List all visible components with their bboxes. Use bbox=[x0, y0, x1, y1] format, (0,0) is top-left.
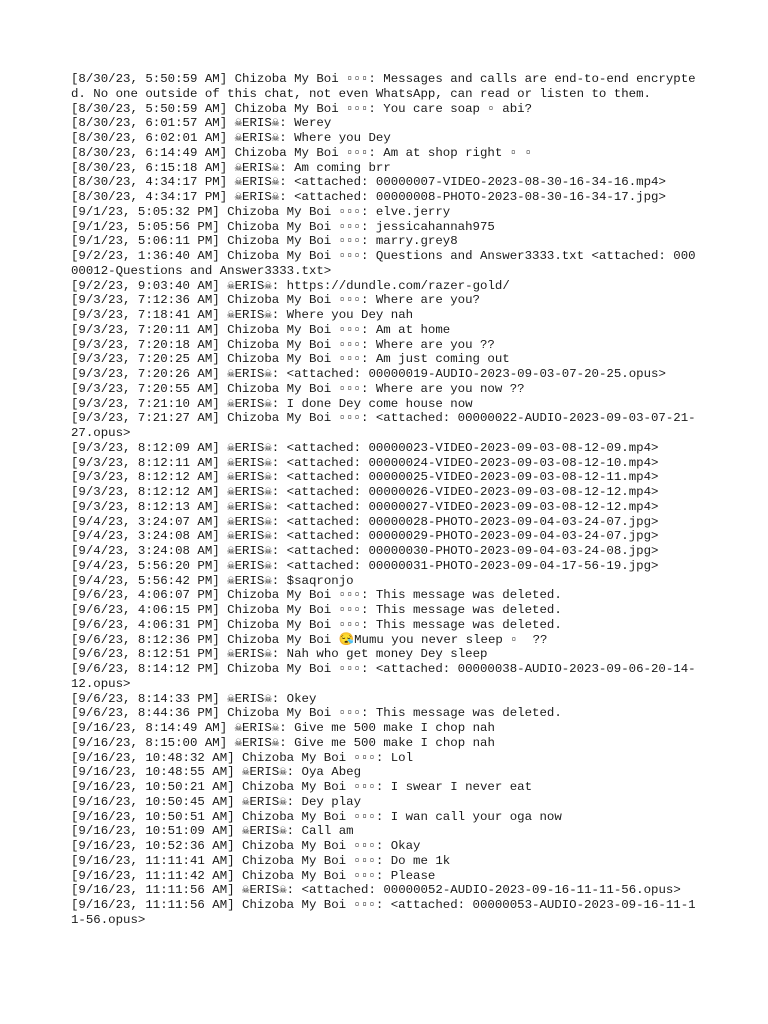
chat-line: [9/16/23, 11:11:42 AM] Chizoba My Boi ▫▫▫: Please bbox=[71, 868, 436, 883]
chat-line: [9/3/23, 8:12:09 AM] ☠ERIS☠: <attached: 00000023-VIDEO-2023-09-03-08-12-09.mp4> bbox=[71, 440, 659, 455]
chat-line: [9/3/23, 7:12:36 AM] Chizoba My Boi ▫▫▫: Where are you? bbox=[71, 293, 480, 308]
chat-line: [9/16/23, 8:15:00 AM] ☠ERIS☠: Give me 500 make I chop nah bbox=[71, 735, 495, 750]
chat-line: [9/16/23, 10:50:51 AM] Chizoba My Boi ▫▫▫: I wan call your oga now bbox=[71, 809, 562, 824]
chat-line: [9/16/23, 10:51:09 AM] ☠ERIS☠: Call am bbox=[71, 824, 354, 839]
chat-line: [9/16/23, 8:14:49 AM] ☠ERIS☠: Give me 500 make I chop nah bbox=[71, 721, 495, 735]
chat-line: [9/3/23, 8:12:12 AM] ☠ERIS☠: <attached: 00000026-VIDEO-2023-09-03-08-12-12.mp4> bbox=[71, 485, 659, 499]
chat-line: [9/3/23, 7:20:18 AM] Chizoba My Boi ▫▫▫: Where are you ?? bbox=[71, 337, 495, 352]
chat-line: [9/2/23, 1:36:40 AM] Chizoba My Boi ▫▫▫: Questions and Answer3333.txt <attached: 00000012-Questions and Answer3333.txt> bbox=[71, 249, 696, 278]
chat-line: [9/3/23, 7:20:25 AM] Chizoba My Boi ▫▫▫: Am just coming out bbox=[71, 352, 510, 367]
chat-line: [9/16/23, 11:11:41 AM] Chizoba My Boi ▫▫▫: Do me 1k bbox=[71, 853, 451, 868]
chat-line: [9/16/23, 10:52:36 AM] Chizoba My Boi ▫▫▫: Okay bbox=[71, 839, 421, 853]
chat-line: [9/3/23, 7:20:26 AM] ☠ERIS☠: <attached: 00000019-AUDIO-2023-09-03-07-20-25.opus> bbox=[71, 367, 666, 381]
chat-line: [8/30/23, 6:01:57 AM] ☠ERIS☠: Werey bbox=[71, 116, 332, 131]
chat-line: [9/6/23, 4:06:31 PM] Chizoba My Boi ▫▫▫: This message was deleted. bbox=[71, 617, 562, 632]
chat-line: [9/6/23, 8:12:51 PM] ☠ERIS☠: Nah who get money Dey sleep bbox=[71, 647, 488, 662]
chat-line: [9/4/23, 5:56:42 PM] ☠ERIS☠: $saqronjo bbox=[71, 573, 354, 588]
chat-log-document bbox=[71, 72, 701, 928]
chat-line: [9/3/23, 7:20:55 AM] Chizoba My Boi ▫▫▫: Where are you now ?? bbox=[71, 381, 525, 396]
chat-line: [9/3/23, 7:18:41 AM] ☠ERIS☠: Where you Dey nah bbox=[71, 308, 414, 322]
chat-line: [9/6/23, 8:44:36 PM] Chizoba My Boi ▫▫▫: This message was deleted. bbox=[71, 706, 562, 721]
chat-line: [9/3/23, 7:21:27 AM] Chizoba My Boi ▫▫▫: <attached: 00000022-AUDIO-2023-09-03-07-21-27.opus> bbox=[71, 411, 696, 440]
chat-line: [9/4/23, 3:24:08 AM] ☠ERIS☠: <attached: 00000030-PHOTO-2023-09-04-03-24-08.jpg> bbox=[71, 544, 659, 558]
chat-line: [9/3/23, 8:12:12 AM] ☠ERIS☠: <attached: 00000025-VIDEO-2023-09-03-08-12-11.mp4> bbox=[71, 470, 659, 485]
chat-line: [8/30/23, 4:34:17 PM] ☠ERIS☠: <attached: 00000007-VIDEO-2023-08-30-16-34-16.mp4> bbox=[71, 175, 666, 190]
chat-line: [8/30/23, 6:15:18 AM] ☠ERIS☠: Am coming brr bbox=[71, 160, 391, 175]
chat-line: [9/6/23, 8:14:33 PM] ☠ERIS☠: Okey bbox=[71, 691, 317, 706]
chat-line: [9/3/23, 7:20:11 AM] Chizoba My Boi ▫▫▫: Am at home bbox=[71, 322, 451, 337]
chat-line: [9/16/23, 10:48:32 AM] Chizoba My Boi ▫▫▫: Lol bbox=[71, 750, 414, 765]
chat-line: [9/16/23, 10:50:21 AM] Chizoba My Boi ▫▫▫: I swear I never eat bbox=[71, 780, 533, 794]
chat-line: [8/30/23, 5:50:59 AM] Chizoba My Boi ▫▫▫: Messages and calls are end-to-end encrypted. No one outside of this chat, not even WhatsApp, can read or listen to them. bbox=[71, 72, 696, 101]
chat-line: [9/6/23, 8:12:36 PM] Chizoba My Boi 😪Mumu you never sleep ▫ ?? bbox=[71, 632, 548, 647]
chat-line: [9/6/23, 4:06:15 PM] Chizoba My Boi ▫▫▫: This message was deleted. bbox=[71, 603, 562, 617]
chat-line: [9/16/23, 11:11:56 AM] ☠ERIS☠: <attached: 00000052-AUDIO-2023-09-16-11-11-56.opus> bbox=[71, 883, 681, 898]
chat-line: [8/30/23, 6:14:49 AM] Chizoba My Boi ▫▫▫: Am at shop right ▫ ▫ bbox=[71, 145, 533, 160]
chat-line: [9/1/23, 5:05:56 PM] Chizoba My Boi ▫▫▫: jessicahannah975 bbox=[71, 219, 495, 234]
chat-line: [9/16/23, 10:50:45 AM] ☠ERIS☠: Dey play bbox=[71, 794, 362, 809]
chat-line: [8/30/23, 4:34:17 PM] ☠ERIS☠: <attached: 00000008-PHOTO-2023-08-30-16-34-17.jpg> bbox=[71, 190, 666, 204]
chat-line: [9/4/23, 3:24:07 AM] ☠ERIS☠: <attached: 00000028-PHOTO-2023-09-04-03-24-07.jpg> bbox=[71, 514, 659, 529]
chat-line: [9/1/23, 5:05:32 PM] Chizoba My Boi ▫▫▫: elve.jerry bbox=[71, 204, 451, 219]
chat-line: [9/6/23, 8:14:12 PM] Chizoba My Boi ▫▫▫: <attached: 00000038-AUDIO-2023-09-06-20-14-12.opus> bbox=[71, 662, 696, 691]
chat-line: [9/2/23, 9:03:40 AM] ☠ERIS☠: https://dundle.com/razer-gold/ bbox=[71, 278, 510, 293]
chat-line: [9/1/23, 5:06:11 PM] Chizoba My Boi ▫▫▫: marry.grey8 bbox=[71, 234, 458, 249]
chat-line: [9/3/23, 8:12:11 AM] ☠ERIS☠: <attached: 00000024-VIDEO-2023-09-03-08-12-10.mp4> bbox=[71, 455, 659, 470]
chat-line: [9/16/23, 10:48:55 AM] ☠ERIS☠: Oya Abeg bbox=[71, 765, 362, 780]
chat-line: [9/4/23, 5:56:20 PM] ☠ERIS☠: <attached: 00000031-PHOTO-2023-09-04-17-56-19.jpg> bbox=[71, 558, 659, 573]
chat-line: [9/4/23, 3:24:08 AM] ☠ERIS☠: <attached: 00000029-PHOTO-2023-09-04-03-24-07.jpg> bbox=[71, 529, 659, 544]
chat-line: [9/3/23, 8:12:13 AM] ☠ERIS☠: <attached: 00000027-VIDEO-2023-09-03-08-12-12.mp4> bbox=[71, 499, 659, 514]
chat-line: [9/3/23, 7:21:10 AM] ☠ERIS☠: I done Dey come house now bbox=[71, 396, 473, 411]
chat-line: [8/30/23, 5:50:59 AM] Chizoba My Boi ▫▫▫: You care soap ▫ abi? bbox=[71, 101, 533, 116]
chat-line: [9/16/23, 11:11:56 AM] Chizoba My Boi ▫▫▫: <attached: 00000053-AUDIO-2023-09-16-11-11-56.opus> bbox=[71, 898, 696, 927]
chat-line: [8/30/23, 6:02:01 AM] ☠ERIS☠: Where you Dey bbox=[71, 131, 391, 145]
chat-line: [9/6/23, 4:06:07 PM] Chizoba My Boi ▫▫▫: This message was deleted. bbox=[71, 588, 562, 603]
